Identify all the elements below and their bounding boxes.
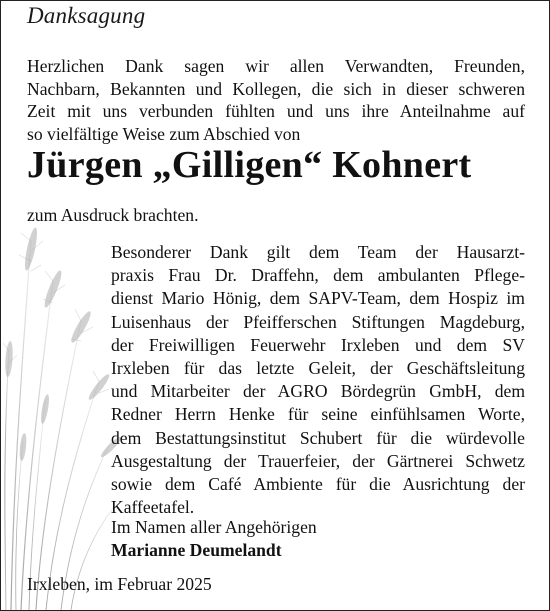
thanks-line: Luisenhaus der Pfeifferschen Stiftungen Magdeburg, bbox=[111, 311, 525, 332]
signoff-block bbox=[111, 516, 317, 562]
thanks-paragraph bbox=[111, 241, 525, 519]
thanks-line: der Freiwilligen Feuerwehr Irxleben und dem SV bbox=[111, 334, 525, 355]
thanks-line: dienst Mario Hönig, dem SAPV-Team, dem Hospiz im bbox=[111, 288, 525, 309]
thanks-line: praxis Frau Dr. Draffehn, dem ambulanten Pflege- bbox=[111, 265, 525, 286]
intro-closing-line: zum Ausdruck brachten. bbox=[27, 205, 199, 225]
thanks-line: Redner Herrn Henke für seine einfühlsamen Worte, bbox=[111, 404, 525, 425]
signer-name: Marianne Deumelandt bbox=[111, 540, 282, 560]
thanks-line: Besonderer Dank gilt dem Team der Hausarzt- bbox=[111, 242, 525, 262]
thanks-line: sowie dem Café Ambiente für die Ausrichtung der bbox=[111, 474, 525, 495]
thanks-line: Ausgestaltung der Trauerfeier, der Gärtnerei Schwetz bbox=[111, 450, 525, 471]
thanks-line: und Mitarbeiter der AGRO Bördegrün GmbH, dem bbox=[111, 381, 525, 402]
notice-heading: Danksagung bbox=[27, 3, 146, 28]
intro-line: Nachbarn, Bekannten und Kollegen, die sich in dieser schweren bbox=[27, 78, 525, 99]
thanks-line: Kaffeetafel. bbox=[111, 497, 195, 518]
intro-line: so vielfältige Weise zum Abschied von bbox=[27, 123, 301, 144]
intro-line: Zeit mit uns verbunden fühlten und uns ihre Anteilnahme auf bbox=[27, 101, 525, 121]
deceased-name: Jürgen „Gilligen“ Kohnert bbox=[27, 144, 472, 186]
place-and-date: Irxleben, im Februar 2025 bbox=[27, 574, 212, 594]
intro-line: Herzlichen Dank sagen wir allen Verwandten, Freunden, bbox=[27, 56, 525, 76]
signoff-line: Im Namen aller Angehörigen bbox=[111, 517, 317, 537]
intro-paragraph bbox=[27, 55, 525, 145]
thanks-line: Irxleben für das letzte Geleit, der Geschäftsleitung bbox=[111, 358, 525, 379]
thanks-line: dem Bestattungsinstitut Schubert für die würdevolle bbox=[111, 427, 525, 448]
